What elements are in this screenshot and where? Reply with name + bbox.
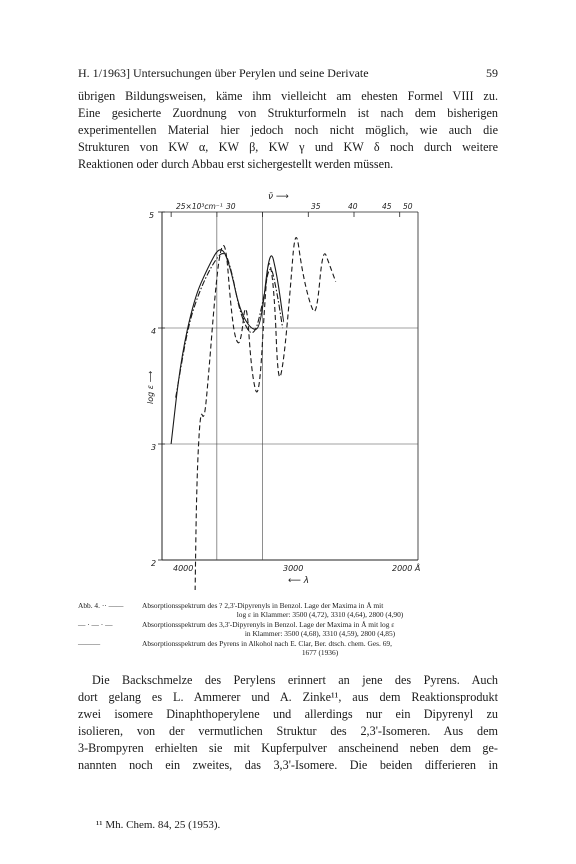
top-tick-label: 45 <box>382 202 392 211</box>
figure-label: Abb. 4. ·· —— <box>78 601 124 610</box>
top-axis-symbol: ν̄ ⟶ <box>268 192 289 202</box>
gridlines <box>162 212 418 560</box>
bottom-axis-symbol: ⟵ λ <box>288 576 310 586</box>
intro-paragraph <box>78 88 498 173</box>
text-line: Die Backschmelze des Perylens erinnert an jene des Pyrens. Auch <box>92 673 498 687</box>
text-line: dort gelang es L. Ammerer und A. Zinke¹¹, aus dem Reaktionsprodukt <box>78 690 498 704</box>
caption-text: Absorptionsspektrum des ? 2,3'-Dipyrenyls in Benzol. Lage der Maxima in Å mit <box>142 601 384 610</box>
absorption-spectrum-figure <box>140 190 440 590</box>
text-line: nannten noch ein zweites, das 3,3'-Isomere. Die beiden differieren in <box>78 758 498 772</box>
text-line: übrigen Bildungsweisen, käme ihm vielleicht am ehesten Formel VIII zu. <box>78 89 498 103</box>
y-tick-label: 4 <box>151 327 157 336</box>
running-title: H. 1/1963] Untersuchungen über Perylen und seine Derivate <box>78 66 369 80</box>
text-line: isolieren, von der vermutlichen Struktur des 2,3'-Isomeren. Aus dem <box>78 724 498 738</box>
caption-text: log ε in Klammer: 3500 (4,72), 3310 (4,64), 2800 (4,90) <box>236 610 404 620</box>
bottom-tick-label: 2000 Å <box>392 564 421 573</box>
text-line: zwei isomere Dinaphthoperylene und allerdings nur ein Dipyrenyl zu <box>78 707 498 721</box>
caption-text: 1677 (1936) <box>301 648 339 658</box>
legend-marker-solid: ——— <box>78 638 101 648</box>
bottom-tick-label: 3000 <box>283 564 304 573</box>
figure-caption <box>78 601 498 657</box>
spectrum-chart <box>140 190 440 590</box>
y-tick-label: 5 <box>149 211 155 220</box>
legend-marker-dash-dot: — · — · — <box>78 619 113 629</box>
text-line: Strukturen von KW α, KW β, KW γ und KW δ noch durch weitere <box>78 140 498 154</box>
y-tick-label: 2 <box>151 559 157 568</box>
page-number: 59 <box>486 66 498 80</box>
footnote: ¹¹ Mh. Chem. 84, 25 (1953). <box>96 819 221 831</box>
caption-text: Absorptionsspektrum des 3,3'-Dipyrenyls in Benzol. Lage der Maxima in Å mit log ε <box>142 619 395 629</box>
caption-entry <box>78 620 498 639</box>
top-tick-label: 50 <box>403 202 413 211</box>
tick-marks <box>158 212 400 560</box>
text-line: 3-Brompyren erhielten sie mit Kupferpulver anscheinend neben dem ge- <box>78 741 498 755</box>
top-tick-label: 40 <box>348 202 358 211</box>
top-tick-label: 35 <box>311 202 321 211</box>
caption-text: Absorptionsspektrum des Pyrens in Alkohol nach E. Clar, Ber. dtsch. chem. Ges. 69, <box>142 638 392 648</box>
top-tick-label: 25×10³cm⁻¹ <box>176 202 223 211</box>
y-tick-label: 3 <box>151 443 157 452</box>
caption-entry <box>78 601 498 620</box>
body-paragraph <box>78 672 498 774</box>
text-line: Reaktionen oder durch Abbau erst sichergestellt werden müssen. <box>78 157 394 171</box>
bottom-tick-label: 4000 <box>173 564 194 573</box>
y-axis-label: log ε ⟶ <box>146 370 155 404</box>
caption-text: in Klammer: 3500 (4,68), 3310 (4,59), 2800 (4,85) <box>244 629 396 639</box>
top-tick-label: 30 <box>226 202 236 211</box>
text-line: experimentellen Material hier jedoch noch nicht möglich, wie auch die <box>78 123 498 137</box>
caption-entry <box>78 639 498 658</box>
series-group <box>171 238 336 590</box>
text-line: Eine gesicherte Zuordnung von Strukturformeln ist nach dem bisherigen <box>78 106 498 120</box>
running-header <box>78 66 498 82</box>
